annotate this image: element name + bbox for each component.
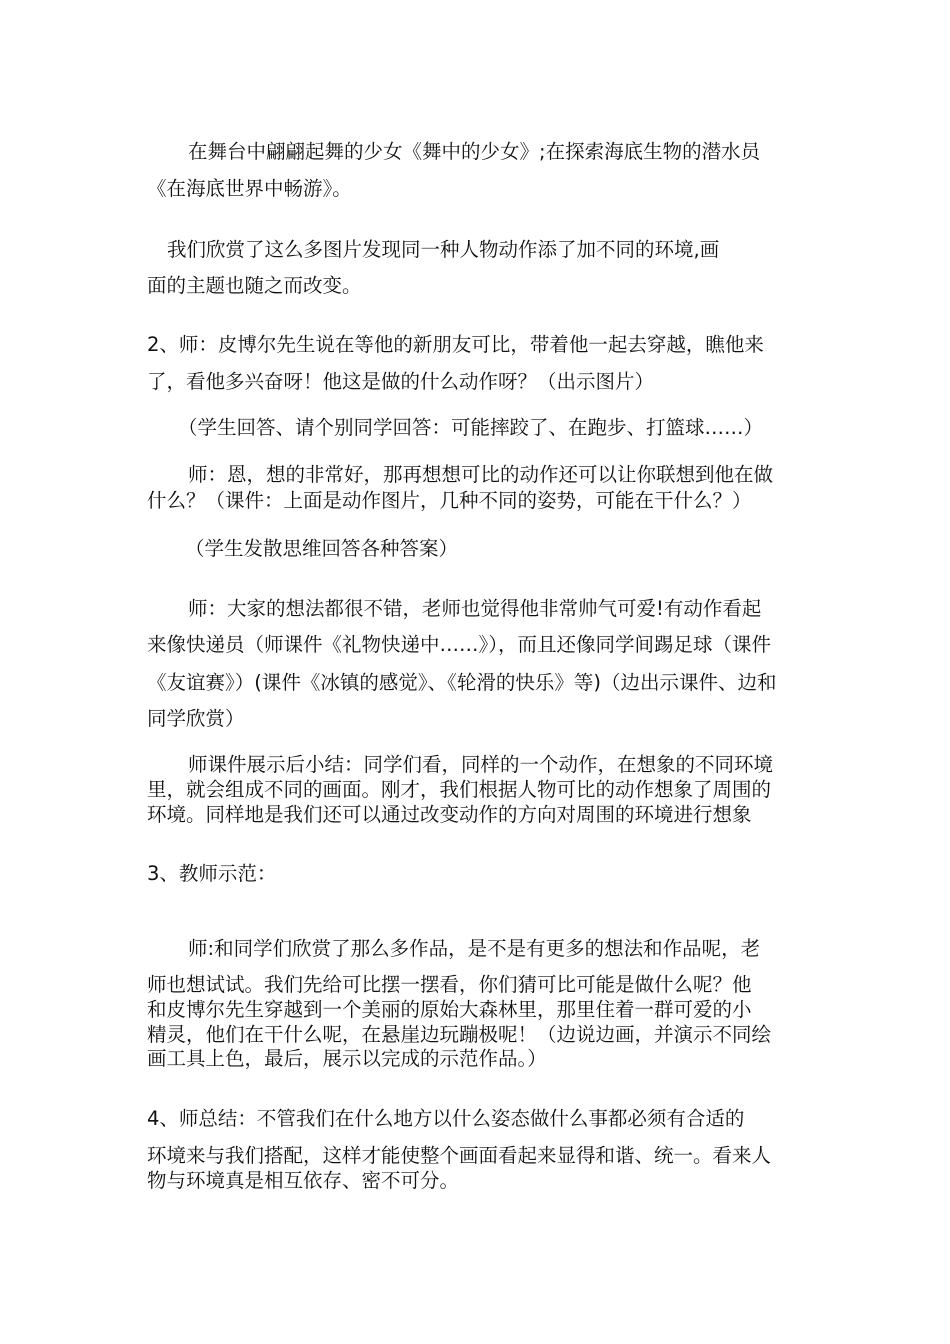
- paragraph-10-line-5: 画工具上色，最后，展示以完成的示范作品。）: [147, 1047, 547, 1070]
- paragraph-7-line-3: 《友谊赛》）(课件《冰镇的感觉》、《轮滑的快乐》等)（边出示课件、边和: [147, 671, 777, 694]
- paragraph-5-line-2: 什么？（课件：上面是动作图片，几种不同的姿势，可能在干什么？）: [147, 489, 752, 512]
- paragraph-10-line-3: 和皮博尔先生穿越到一个美丽的原始大森林里，那里住着一群可爱的小: [147, 998, 752, 1021]
- paragraph-2-line-2: 面的主题也随之而改变。: [147, 274, 362, 297]
- paragraph-6-line-1: （学生发散思维回答各种答案）: [185, 537, 459, 560]
- paragraph-8-line-3: 环境。同样地是我们还可以通过改变动作的方向对周围的环境进行想象: [147, 803, 752, 826]
- paragraph-3-line-2: 了，看他多兴奋呀！他这是做的什么动作呀？（出示图片）: [147, 370, 655, 393]
- paragraph-3-line-1: 2、师：皮博尔先生说在等他的新朋友可比，带着他一起去穿越，瞧他来: [147, 333, 764, 356]
- paragraph-11-line-2: 环境来与我们搭配，这样才能使整个画面看起来显得和谐、统一。看来人: [147, 1144, 772, 1167]
- paragraph-7-line-4: 同学欣赏）: [147, 707, 245, 730]
- paragraph-11-line-1: 4、师总结：不管我们在什么地方以什么姿态做什么事都必须有合适的: [147, 1107, 745, 1130]
- paragraph-2-line-1: 我们欣赏了这么多图片发现同一种人物动作添了加不同的环境,画: [167, 238, 720, 261]
- paragraph-7-line-2: 来像快递员（师课件《礼物快递中……》），而且还像同学间踢足球（课件: [147, 633, 772, 656]
- paragraph-1-line-1: 在舞台中翩翩起舞的少女《舞中的少女》;在探索海底生物的潜水员: [188, 140, 761, 163]
- paragraph-7-line-1: 师：大家的想法都很不错，老师也觉得他非常帅气可爱!有动作看起: [188, 597, 762, 620]
- paragraph-8-line-1: 师课件展示后小结：同学们看，同样的一个动作，在想象的不同环境: [188, 753, 774, 776]
- paragraph-9-line-1: 3、教师示范：: [147, 862, 277, 885]
- paragraph-1-line-2: 《在海底世界中畅游》。: [147, 177, 352, 200]
- paragraph-10-line-1: 师:和同学们欣赏了那么多作品，是不是有更多的想法和作品呢，老: [188, 937, 761, 960]
- paragraph-11-line-3: 物与环境真是相互依存、密不可分。: [147, 1169, 460, 1192]
- paragraph-4-line-1: （学生回答、请个别同学回答：可能摔跤了、在跑步、打篮球……）: [178, 416, 764, 439]
- paragraph-10-line-4: 精灵，他们在干什么呢，在悬崖边玩蹦极呢！（边说边画，并演示不同绘: [147, 1023, 772, 1046]
- paragraph-10-line-2: 师也想试试。我们先给可比摆一摆看，你们猜可比可能是做什么呢？他: [147, 973, 752, 996]
- paragraph-8-line-2: 里，就会组成不同的画面。刚才，我们根据人物可比的动作想象了周围的: [147, 778, 772, 801]
- paragraph-5-line-1: 师：恩，想的非常好，那再想想可比的动作还可以让你联想到他在做: [188, 463, 774, 486]
